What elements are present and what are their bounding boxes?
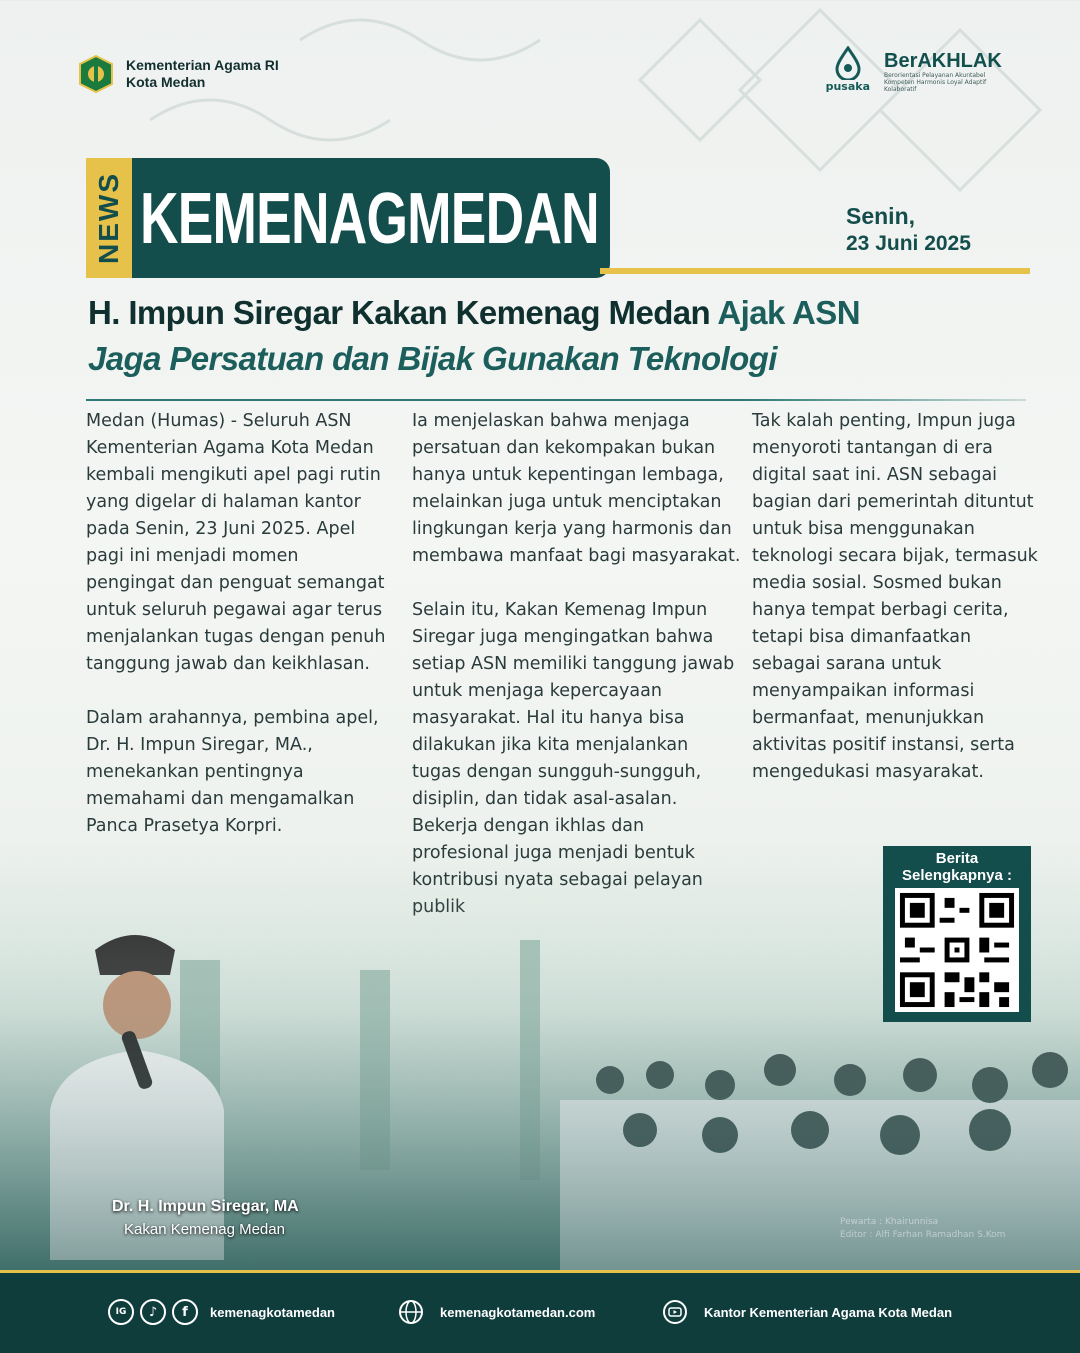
credit-reporter: Pewarta : Khairunnisa xyxy=(840,1217,939,1227)
footer xyxy=(0,1270,1080,1353)
publish-date-value: 23 Juni 2025 xyxy=(846,232,971,255)
org-city: Kota Medan xyxy=(126,74,206,90)
headline-rule xyxy=(86,399,1026,401)
tiktok-icon[interactable]: ♪ xyxy=(140,1299,166,1325)
speaker-role: Kakan Kemenag Medan xyxy=(124,1221,285,1238)
berakhlak-title: BerAKHLAK xyxy=(884,50,1002,72)
article-column-1 xyxy=(86,408,391,867)
publish-day: Senin, xyxy=(846,203,916,229)
paragraph: Selain itu, Kakan Kemenag Impun Siregar juga mengingatkan bahwa setiap ASN memiliki tanggung jawab untuk menjaga kepercayaan masyarakat. Hal itu hanya bisa dilakukan jika kita menjalankan tugas dengan sungguh-sungguh, disiplin, dan tidak asal-asalan. Bekerja dengan ikhlas dan profesional juga menjadi bentuk xyxy=(412,600,735,863)
paragraph: Ia menjelaskan bahwa menjaga persatuan dan kekompakan bukan hanya untuk kepentingan lembaga, melainkan juga untuk menciptakan lingkungan kerja yang harmonis dan membawa manfaat bagi masyarakat. xyxy=(412,411,741,566)
article-column-2 xyxy=(412,408,742,948)
social-handle[interactable]: kemenagkotamedan xyxy=(210,1304,335,1320)
paragraph: Dalam arahannya, pembina apel, Dr. H. Impun Siregar, MA., menekankan pentingnya memahami dan mengamalkan Panca Prasetya Korpri. xyxy=(86,708,379,836)
berakhlak-subtitle: Berorientasi Pelayanan Akuntabel Kompeten Harmonis Loyal Adaptif Kolaboratif xyxy=(884,72,987,93)
headline-part1: H. Impun Siregar Kakan Kemenag Medan xyxy=(88,294,718,331)
website-link[interactable] xyxy=(398,1299,595,1325)
globe-icon xyxy=(398,1299,424,1325)
photo-credits xyxy=(840,1216,1005,1242)
masthead-title: KEMENAGMEDAN xyxy=(140,179,599,259)
qr-label xyxy=(883,850,1031,884)
headline-part2: Ajak ASN xyxy=(717,294,860,331)
pusaka-logo xyxy=(826,46,870,93)
headline-line2: Jaga Persatuan dan Bijak Gunakan Teknologi xyxy=(88,340,777,377)
qr-panel xyxy=(883,846,1031,1022)
news-tab xyxy=(86,158,132,278)
youtube-channel[interactable]: Kantor Kementerian Agama Kota Medan xyxy=(704,1304,953,1320)
youtube-link[interactable] xyxy=(662,1299,952,1325)
facebook-icon[interactable]: f xyxy=(172,1299,198,1325)
speaker-name: Dr. H. Impun Siregar, MA xyxy=(112,1198,299,1215)
news-label: NEWS xyxy=(93,172,124,264)
article-column-3 xyxy=(752,408,1042,813)
gold-divider xyxy=(600,268,1030,274)
qr-label-line2: Selengkapnya : xyxy=(901,867,1013,884)
paragraph: Tak kalah penting, Impun juga menyoroti tantangan di era digital saat ini. ASN sebagai bagian dari pemerintah dituntut untuk bisa menggunakan teknologi secara bijak, termasuk media sosial. Sosmed bukan hanya tempat berbagi cerita, tetapi bisa dimanfaatkan sebagai sarana untuk menyampaikan informasi bermanfaat, menunjukkan aktivitas positif instansi, serta mengedukasi masyarakat. xyxy=(752,411,1038,782)
credit-editor: Editor : Alfi Farhan Ramadhan S.Kom xyxy=(840,1230,1006,1240)
qr-label-line1: Berita xyxy=(935,850,979,867)
headline xyxy=(88,290,1028,382)
youtube-icon xyxy=(662,1299,688,1325)
org-header xyxy=(76,54,279,94)
berakhlak-logo xyxy=(884,50,1014,93)
brand-logos xyxy=(826,46,1014,93)
publish-date xyxy=(846,202,971,258)
masthead xyxy=(86,158,610,278)
qr-code[interactable] xyxy=(895,888,1019,1012)
website-url[interactable]: kemenagkotamedan.com xyxy=(440,1304,596,1320)
paragraph: Medan (Humas) - Seluruh ASN Kementerian Agama Kota Medan kembali mengikuti apel pagi rutin yang digelar di halaman kantor pada Senin, 23 Juni 2025. Apel pagi ini menjadi momen pengingat dan penguat semangat untuk seluruh pegawai agar terus menjalankan tugas dengan penuh tanggung jawab dan keikhlasan. xyxy=(86,411,386,674)
pusaka-drop-icon xyxy=(833,46,863,80)
instagram-icon[interactable]: IG xyxy=(108,1299,134,1325)
social-links xyxy=(108,1299,335,1325)
org-name: Kementerian Agama RI xyxy=(126,57,279,73)
kemenag-logo xyxy=(76,54,116,94)
pusaka-label: pusaka xyxy=(825,80,870,93)
